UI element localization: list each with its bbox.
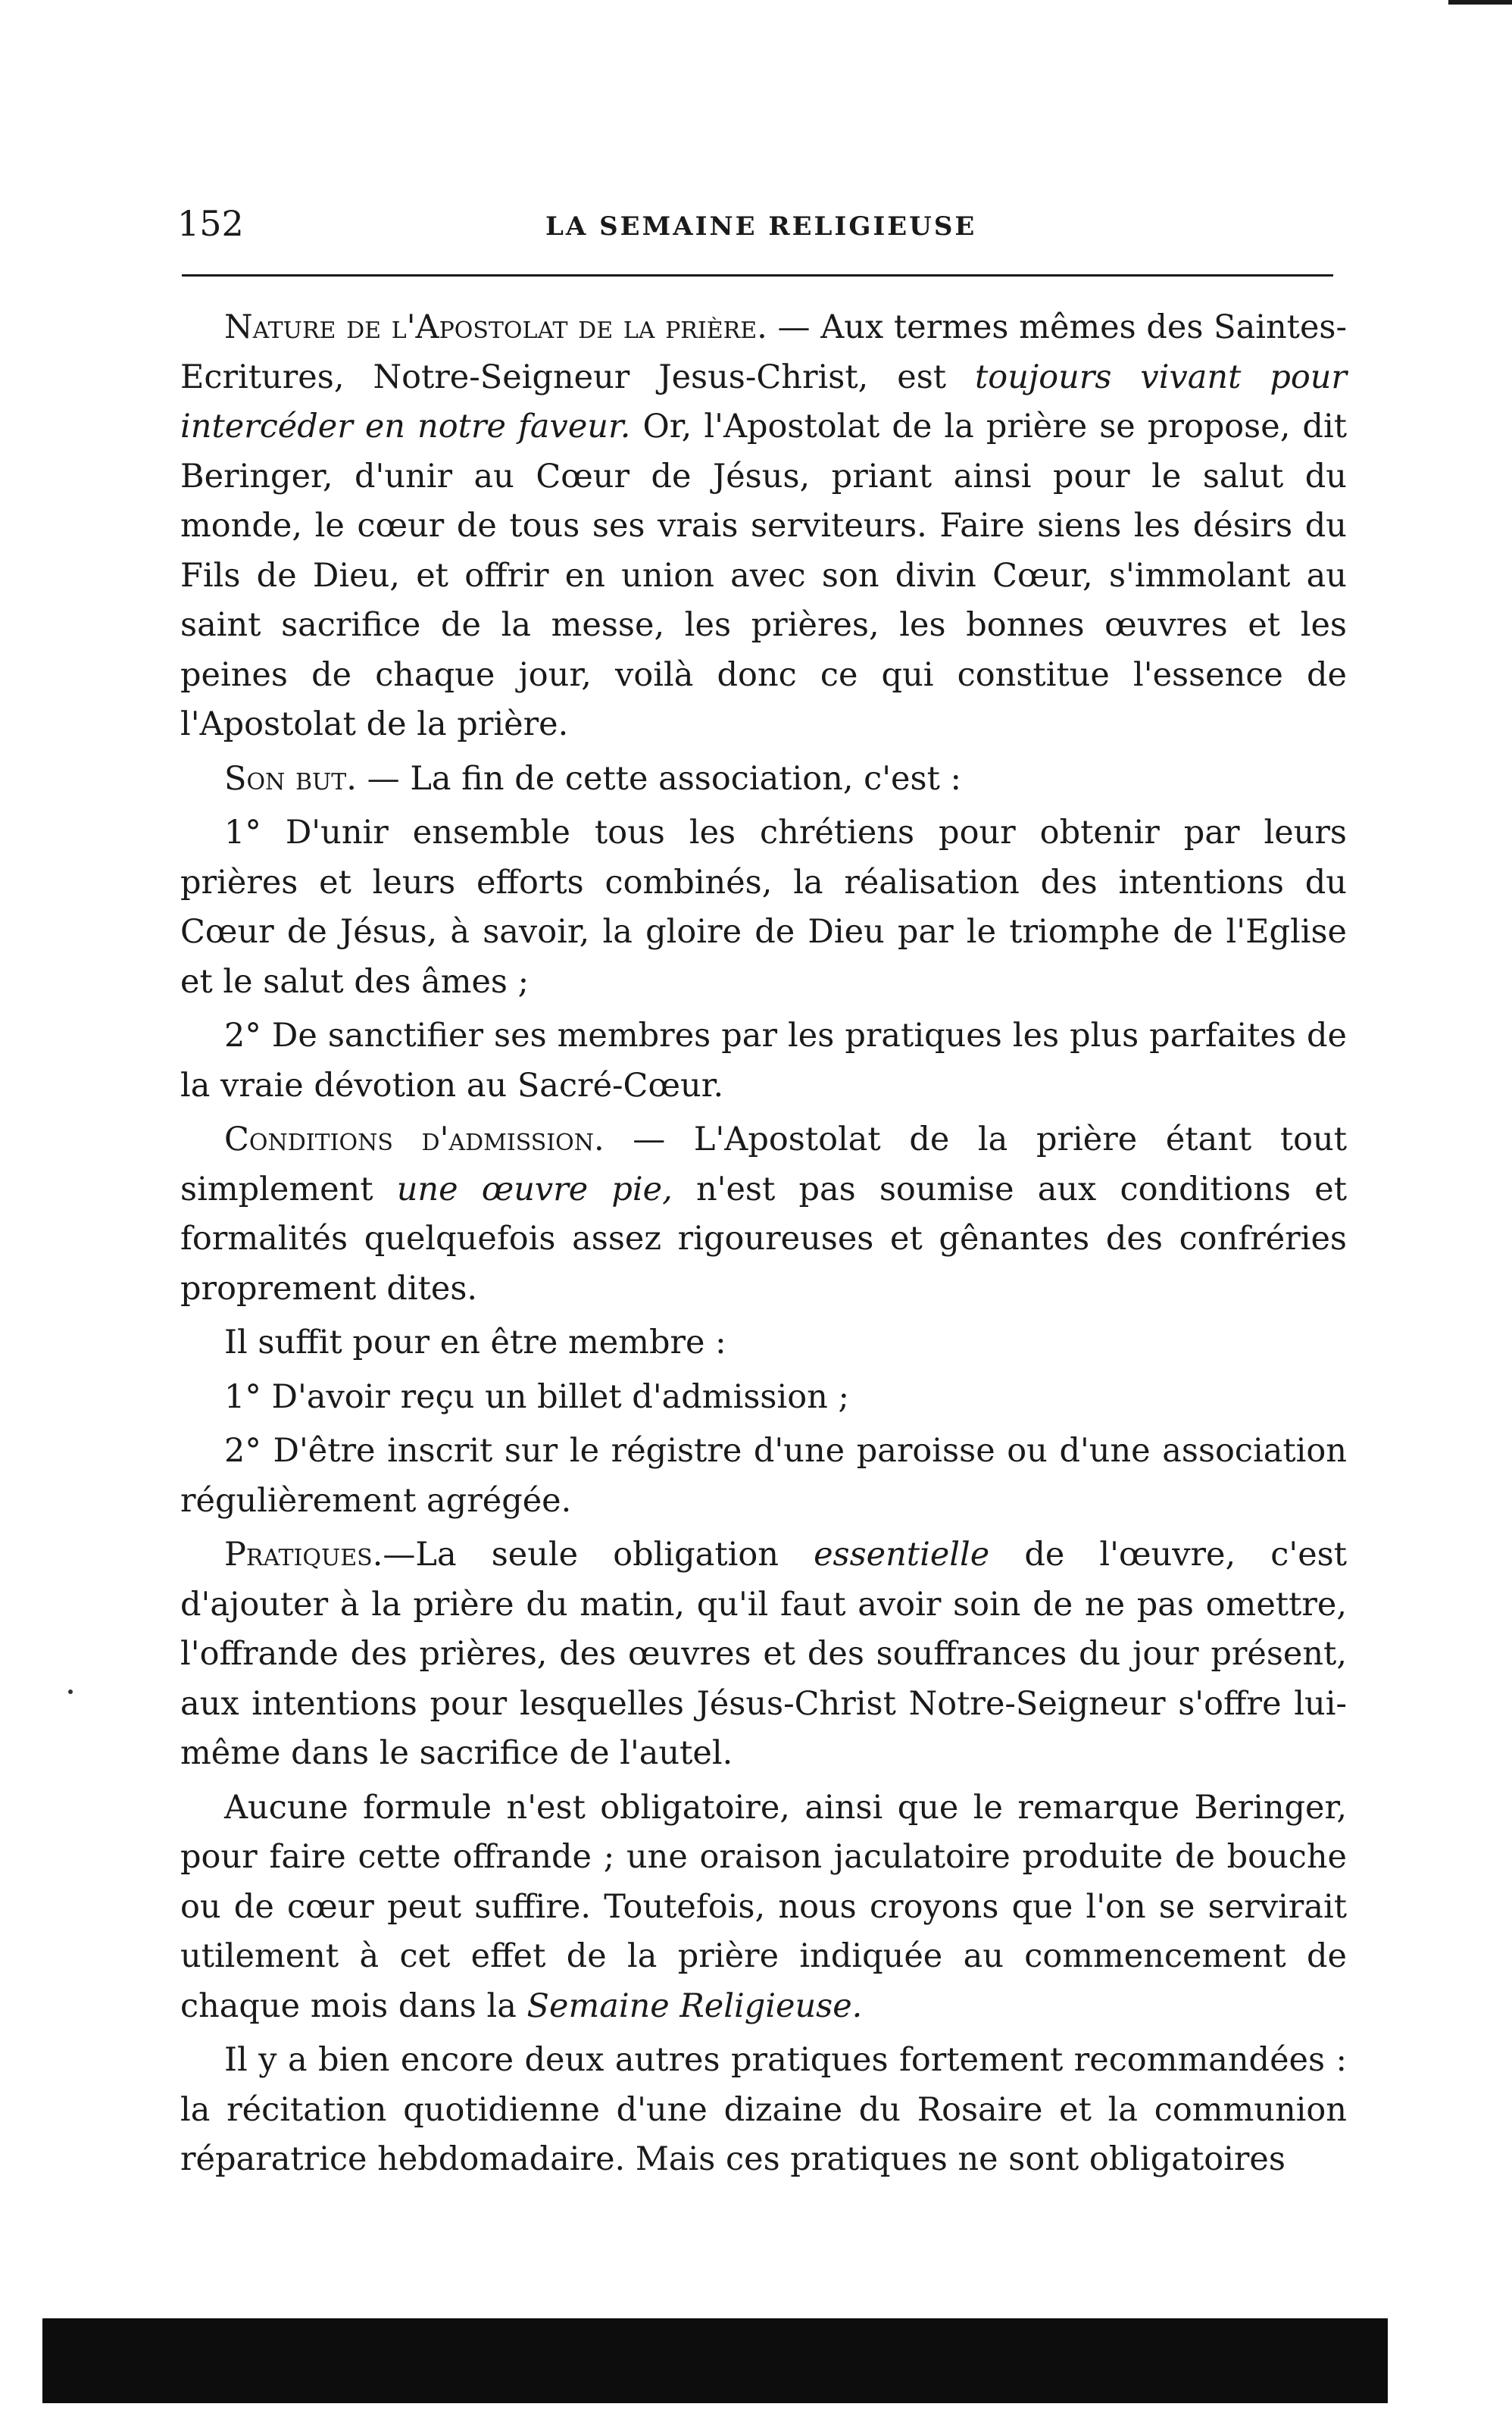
list-item-but-2: 2° De sanctifier ses membres par les pratiques les plus parfaites de la vraie dévotion au Sacré-Cœur. (180, 1017, 1347, 1105)
list-item-but-1: 1° D'unir ensemble tous les chrétiens pour obtenir par leurs prières et leurs efforts combinés, la réalisation des intentions du Cœur de Jésus, à savoir, la gloire de Dieu par le triomphe de l'Eglise et le salut des âmes ; (180, 814, 1347, 1001)
paragraph-autres-pratiques: Il y a bien encore deux autres pratiques fortement recommandées : la récitation quotidienne d'une dizaine du Rosaire et la communion réparatrice hebdomadaire. Mais ces pratiques ne sont obligatoires (180, 2041, 1347, 2178)
page-number: 152 (177, 203, 244, 244)
header-rule (182, 274, 1333, 277)
section-heading-nature: Nature de l'Apostolat de la prière. (224, 308, 767, 346)
italic-title: Semaine Religieuse. (526, 1986, 863, 2025)
paragraph-conditions (180, 1115, 1347, 1314)
paragraph-nature (180, 303, 1347, 750)
italic-phrase: une œuvre pie, (396, 1170, 673, 1208)
italic-phrase: toujours vivant pour intercéder en notre faveur. (180, 358, 1347, 445)
italic-word: essentielle (814, 1536, 990, 1574)
scan-bottom-bar (42, 2318, 1388, 2403)
running-title: LA SEMAINE RELIGIEUSE (545, 211, 977, 242)
paragraph-text: de l'œuvre, c'est d'ajouter à la prière du matin, qu'il faut avoir soin de ne pas omettre, l'offrande des prières, des œuvres et des souffrances du jour présent, aux intentions pour lesquelles Jésus-Christ Notre-Seigneur s'offre lui-même dans le sacrifice de l'autel. (180, 1536, 1347, 1772)
section-heading-but: Son but. (224, 759, 357, 798)
scan-speck (68, 1690, 73, 1694)
section-heading-conditions: Conditions d'admission. (224, 1121, 604, 1158)
paragraph-text: — Aux termes mêmes des Saintes-Ecritures, Notre-Seigneur Jesus-Christ, est (180, 308, 1347, 396)
body-text (180, 303, 1347, 2185)
paragraph-text: —La seule obligation (383, 1536, 814, 1574)
paragraph-text: — L'Apostolat de la prière étant tout simplement (180, 1121, 1347, 1208)
list-item-conditions-2: 2° D'être inscrit sur le régistre d'une paroisse ou d'une association régulièrement agrégée. (180, 1432, 1347, 1520)
paragraph-formule (180, 1783, 1347, 2032)
paragraph-text: Aucune formule n'est obligatoire, ainsi que le remarque Beringer, pour faire cette offrande ; une oraison jaculatoire produite de bouche ou de cœur peut suffire. Toutefois, nous croyons que l'on se servirait utilement à cet effet de la prière indiquée au commencement de chaque mois dans la (180, 1788, 1347, 2025)
paragraph-text: — La fin de cette association, c'est : (367, 759, 962, 798)
paragraph-pratiques (180, 1530, 1347, 1779)
scan-edge-mark (1448, 0, 1512, 5)
list-item-conditions-1: 1° D'avoir reçu un billet d'admission ; (224, 1377, 849, 1416)
paragraph-text: Or, l'Apostolat de la prière se propose, dit Beringer, d'unir au Cœur de Jésus, priant ainsi pour le salut du monde, le cœur de tous ses vrais serviteurs. Faire siens les désirs du Fils de Dieu, et offrir en union avec son divin Cœur, s'immolant au saint sacrifice de la messe, les prières, les bonnes œuvres et les peines de chaque jour, voilà donc ce qui constitue l'essence de l'Apostolat de la prière. (180, 408, 1347, 743)
paragraph-but (180, 755, 1347, 805)
section-heading-pratiques: Pratiques. (224, 1536, 383, 1574)
paragraph-suffit: Il suffit pour en être membre : (224, 1324, 726, 1361)
paragraph-text: n'est pas soumise aux conditions et formalités quelquefois assez rigoureuses et gênantes des confréries proprement dites. (180, 1170, 1348, 1308)
